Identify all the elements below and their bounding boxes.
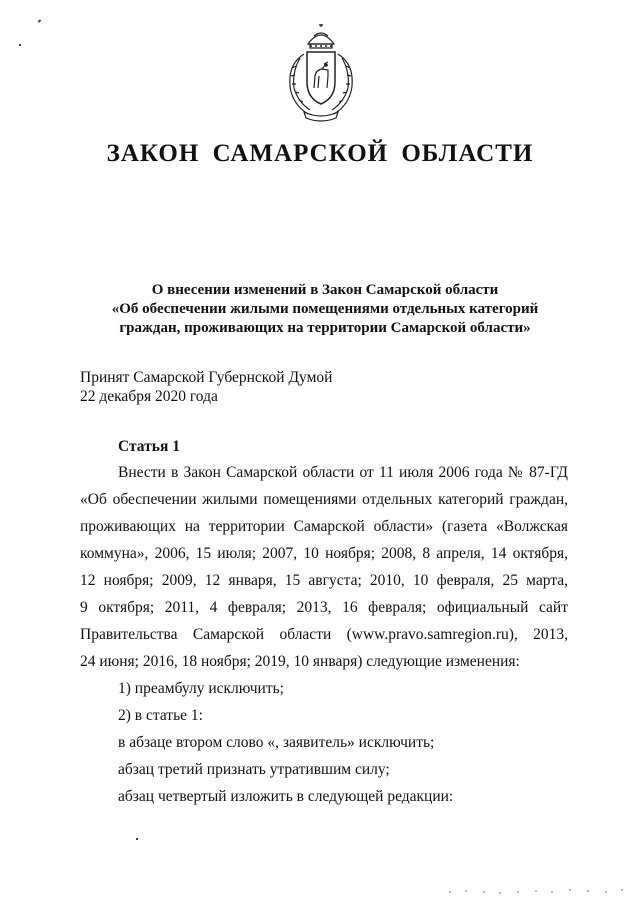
- list-item: в абзаце втором слово «, заявитель» исключить;: [118, 734, 435, 751]
- subtitle-line: граждан, проживающих на территории Самарской области»: [119, 320, 531, 336]
- paragraph-line: Правительства Самарской области (www.pravo.samregion.ru), 2013,: [80, 626, 568, 643]
- law-title: ЗАКОН САМАРСКОЙ ОБЛАСТИ: [106, 140, 534, 167]
- scan-artifact: [440, 880, 630, 900]
- scan-speck: [19, 44, 21, 46]
- paragraph-line: Внести в Закон Самарской области от 11 июля 2006 года № 87-ГД: [118, 464, 568, 481]
- subtitle-line: О внесении изменений в Закон Самарской области: [151, 282, 499, 298]
- law-subtitle: [90, 281, 560, 338]
- adoption-note: [80, 368, 332, 406]
- coat-of-arms-emblem: [278, 24, 364, 124]
- article-heading: Статья 1: [118, 438, 180, 455]
- paragraph-line: коммуна», 2006, 15 июля; 2007, 10 ноября; 2008, 8 апреля, 14 октября,: [80, 545, 568, 562]
- paragraph-line: 24 июня; 2016, 18 ноября; 2019, 10 января) следующие изменения:: [80, 653, 520, 670]
- paragraph-line: 12 ноября; 2009, 12 января, 15 августа; 2010, 10 февраля, 25 марта,: [80, 572, 568, 589]
- adoption-date: 22 декабря 2020 года: [80, 388, 218, 405]
- paragraph-line: 9 октября; 2011, 4 февраля; 2013, 16 февраля; официальный сайт: [80, 599, 568, 616]
- list-item: 1) преамбулу исключить;: [118, 680, 284, 697]
- list-item: абзац четвертый изложить в следующей редакции:: [118, 788, 454, 805]
- subtitle-line: «Об обеспечении жилыми помещениями отдельных категорий: [111, 301, 539, 317]
- article-body: [80, 459, 568, 810]
- scan-speck: [136, 838, 138, 840]
- adopted-by: Принят Самарской Губернской Думой: [80, 369, 333, 386]
- paragraph-line: проживающих на территории Самарской области» (газета «Волжская: [80, 518, 568, 535]
- list-item: 2) в статье 1:: [118, 707, 203, 724]
- list-item: абзац третий признать утратившим силу;: [118, 761, 390, 778]
- paragraph-line: «Об обеспечении жилыми помещениями отдельных категорий граждан,: [80, 491, 568, 508]
- scan-speck: [38, 19, 42, 22]
